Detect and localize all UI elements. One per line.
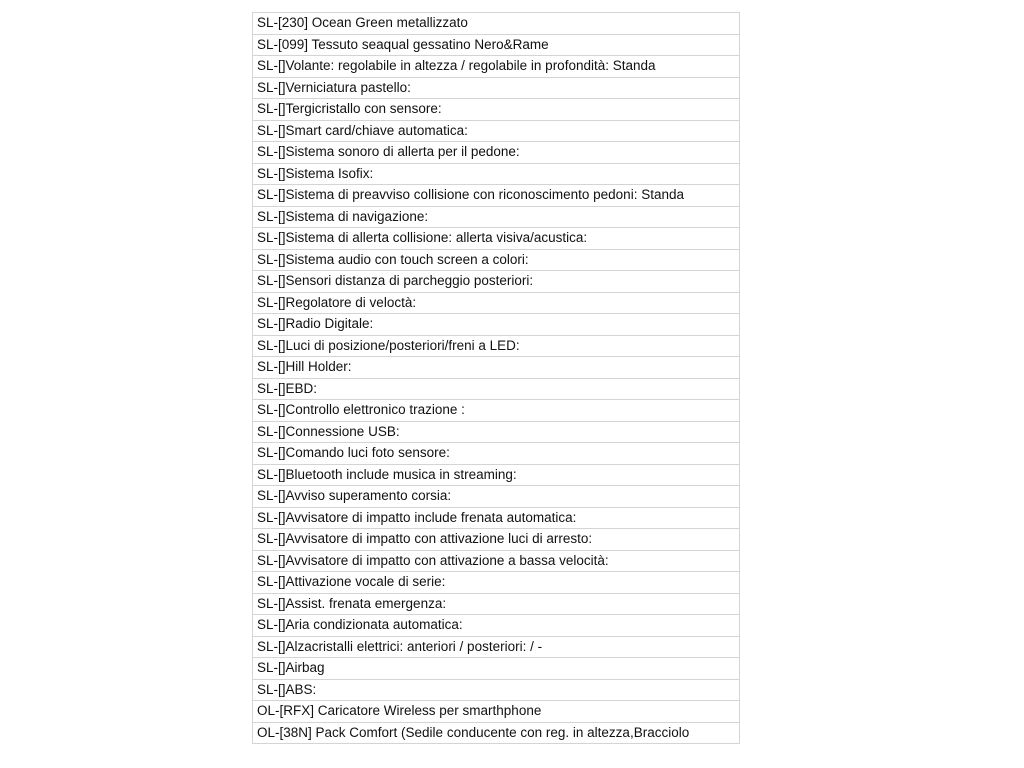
table-row[interactable]: SL-[]Connessione USB: [253,422,740,444]
table-row[interactable]: SL-[230] Ocean Green metallizzato [253,13,740,35]
table-row[interactable]: SL-[]Volante: regolabile in altezza / regolabile in profondità: Standa [253,56,740,78]
table-row[interactable]: SL-[]Avvisatore di impatto con attivazione luci di arresto: [253,529,740,551]
table-row[interactable]: SL-[]Sistema sonoro di allerta per il pedone: [253,142,740,164]
table-row[interactable]: SL-[]Avvisatore di impatto include frenata automatica: [253,508,740,530]
table-row[interactable]: SL-[]Avviso superamento corsia: [253,486,740,508]
table-row[interactable]: SL-[]Alzacristalli elettrici: anteriori / posteriori: / - [253,637,740,659]
table-row[interactable]: SL-[]Sensori distanza di parcheggio posteriori: [253,271,740,293]
table-row[interactable]: SL-[]EBD: [253,379,740,401]
table-row[interactable]: SL-[]Aria condizionata automatica: [253,615,740,637]
table-row[interactable]: SL-[]Radio Digitale: [253,314,740,336]
table-row[interactable]: SL-[]Airbag [253,658,740,680]
table-row[interactable]: SL-[099] Tessuto seaqual gessatino Nero&Rame [253,35,740,57]
table-row[interactable]: SL-[]Hill Holder: [253,357,740,379]
table-row[interactable]: SL-[]Luci di posizione/posteriori/freni a LED: [253,336,740,358]
table-row[interactable]: SL-[]Controllo elettronico trazione : [253,400,740,422]
table-row[interactable]: SL-[]Verniciatura pastello: [253,78,740,100]
table-row[interactable]: SL-[]Avvisatore di impatto con attivazione a bassa velocità: [253,551,740,573]
table-row[interactable]: SL-[]Smart card/chiave automatica: [253,121,740,143]
table-row[interactable]: SL-[]Assist. frenata emergenza: [253,594,740,616]
table-row[interactable]: OL-[RFX] Caricatore Wireless per smarthphone [253,701,740,723]
table-row[interactable]: OL-[38N] Pack Comfort (Sedile conducente con reg. in altezza,Bracciolo [253,723,740,745]
table-row[interactable]: SL-[]Sistema audio con touch screen a colori: [253,250,740,272]
table-row[interactable]: SL-[]Sistema di navigazione: [253,207,740,229]
table-row[interactable]: SL-[]Comando luci foto sensore: [253,443,740,465]
table-row[interactable]: SL-[]Bluetooth include musica in streaming: [253,465,740,487]
table-row[interactable]: SL-[]Sistema di preavviso collisione con riconoscimento pedoni: Standa [253,185,740,207]
table-row[interactable]: SL-[]Sistema di allerta collisione: allerta visiva/acustica: [253,228,740,250]
table-row[interactable]: SL-[]Sistema Isofix: [253,164,740,186]
table-row[interactable]: SL-[]Attivazione vocale di serie: [253,572,740,594]
spreadsheet-column [252,12,740,744]
table-row[interactable]: SL-[]Regolatore di veloctà: [253,293,740,315]
table-row[interactable]: SL-[]Tergicristallo con sensore: [253,99,740,121]
table-row[interactable]: SL-[]ABS: [253,680,740,702]
